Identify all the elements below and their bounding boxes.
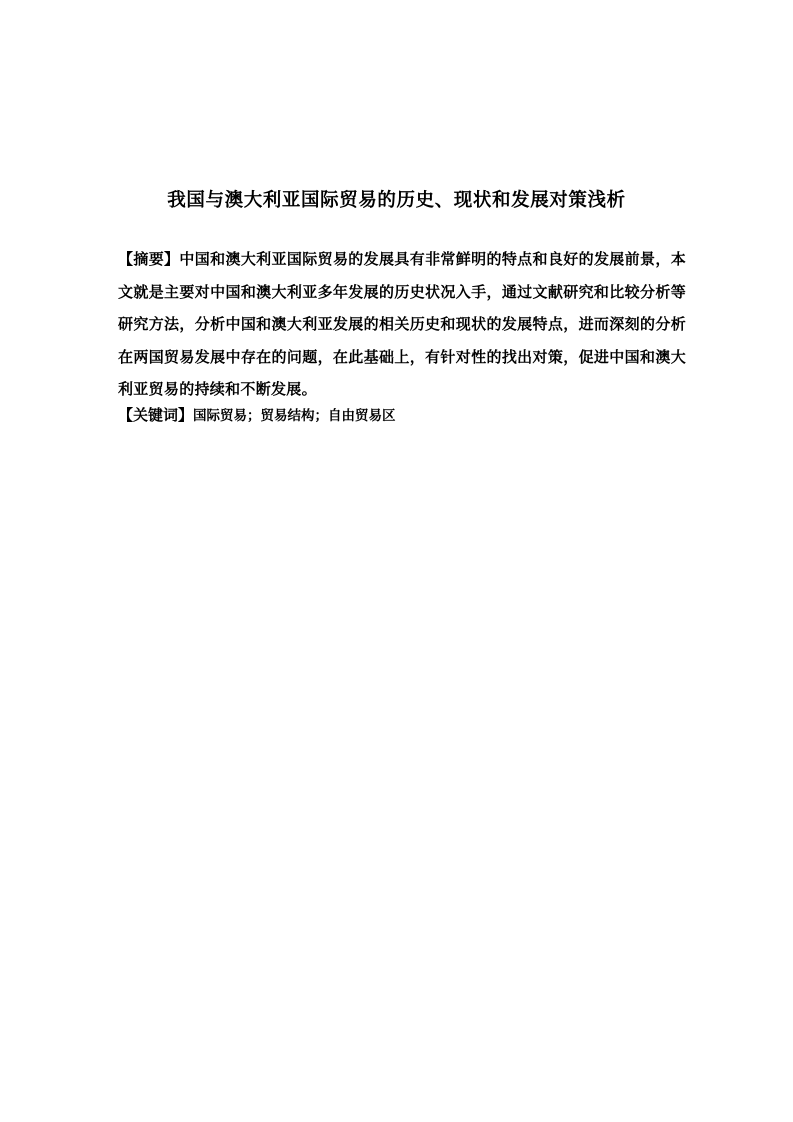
keywords-text: 国际贸易；贸易结构；自由贸易区 [193,408,396,424]
abstract-label: 【摘要】 [118,250,180,268]
abstract-paragraph [118,243,686,406]
keywords-line [118,403,686,428]
paper-title: 我国与澳大利亚国际贸易的历史、现状和发展对策浅析 [167,190,626,211]
keywords-label: 【关键词】 [118,406,194,424]
abstract-text: 中国和澳大利亚国际贸易的发展具有非常鲜明的特点和良好的发展前景，本文就是主要对中国和澳大利亚多年发展的历史状况入手，通过文献研究和比较分析等研究方法，分析中国和澳大利亚发展的相关历史和现状的发展特点，进而深刻的分析在两国贸易发展中存在的问题，在此基础上，有针对性的找出对策，促进中国和澳大利亚贸易的持续和不断发展。 [118,250,687,398]
